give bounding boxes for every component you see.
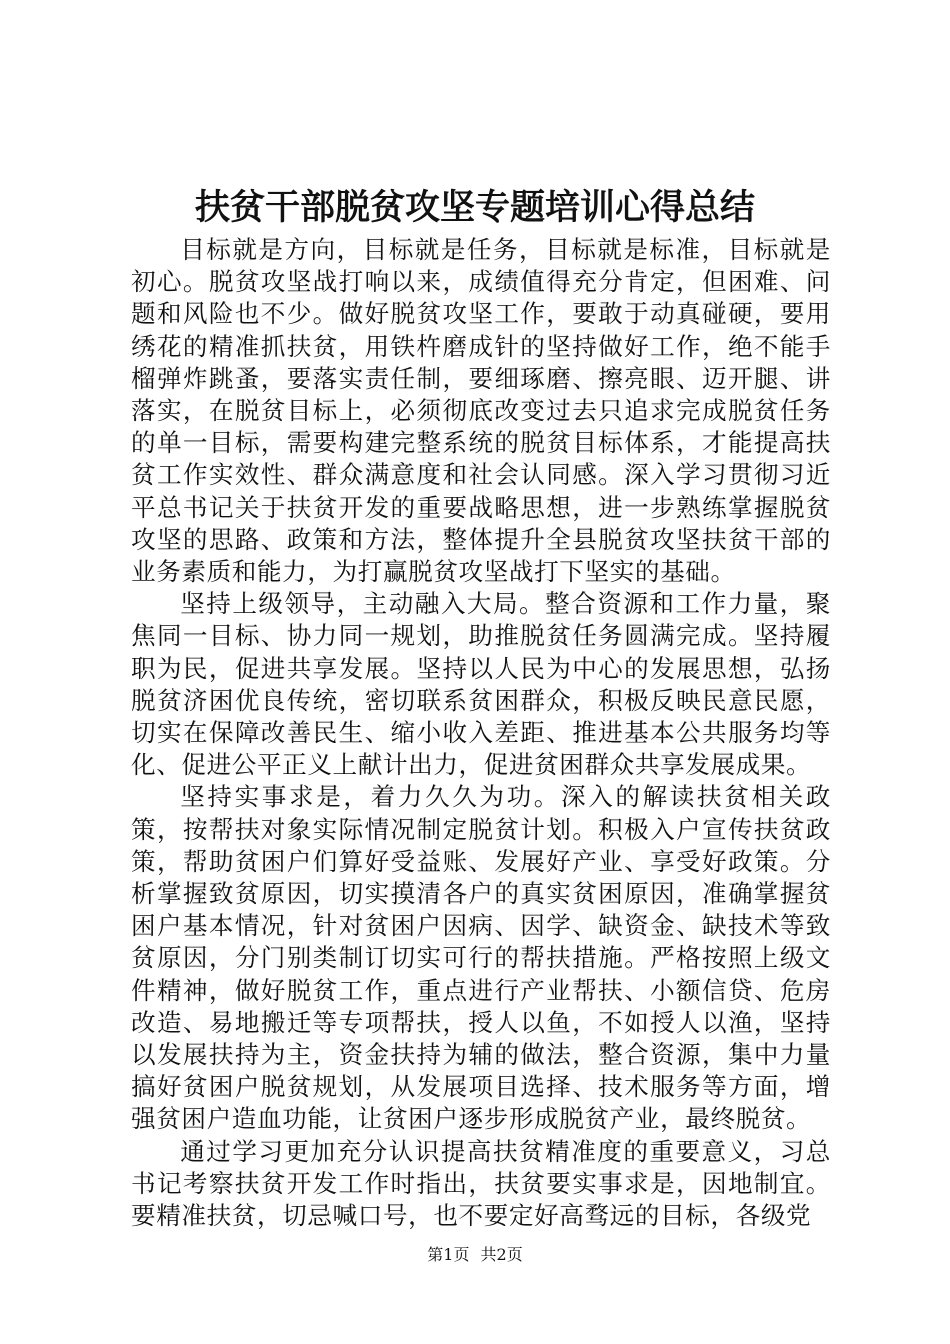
paragraph-2: 坚持上级领导，主动融入大局。整合资源和工作力量，聚焦同一目标、协力同一规划，助推脱贫任务圆满完成。坚持履职为民，促进共享发展。坚持以人民为中心的发展思想，弘扬脱贫济困优良传统，密切联系贫困群众，积极反映民意民愿，切实在保障改善民生、缩小收入差距、推进基本公共服务均等化、促进公平正义上献计出力，促进贫困群众共享发展成果。	[131, 589, 831, 780]
document-title: 扶贫干部脱贫攻坚专题培训心得总结	[194, 187, 755, 228]
paragraph-4: 通过学习更加充分认识提高扶贫精准度的重要意义，习总书记考察扶贫开发工作时指出，扶贫要实事求是，因地制宜。要精准扶贫，切忌喊口号，也不要定好高骛远的目标，各级党	[131, 1136, 831, 1231]
paragraph-3: 坚持实事求是，着力久久为功。深入的解读扶贫相关政策，按帮扶对象实际情况制定脱贫计划。积极入户宣传扶贫政策，帮助贫困户们算好受益账、发展好产业、享受好政策。分析掌握致贫原因，切实摸清各户的真实贫困原因，准确掌握贫困户基本情况，针对贫困户因病、因学、缺资金、缺技术等致贫原因，分门别类制订切实可行的帮扶措施。严格按照上级文件精神，做好脱贫工作，重点进行产业帮扶、小额信贷、危房改造、易地搬迁等专项帮扶，授人以鱼，不如授人以渔，坚持以发展扶持为主，资金扶持为辅的做法，整合资源，集中力量搞好贫困户脱贫规划，从发展项目选择、技术服务等方面，增强贫困户造血功能，让贫困户逐步形成脱贫产业，最终脱贫。	[131, 782, 831, 1134]
document-body	[131, 234, 831, 1232]
page-footer	[0, 1244, 950, 1266]
page-number-total: 共2页	[480, 1245, 523, 1264]
paragraph-1: 目标就是方向，目标就是任务，目标就是标准，目标就是初心。脱贫攻坚战打响以来，成绩值得充分肯定，但困难、问题和风险也不少。做好脱贫攻坚工作，要敢于动真碰硬，要用绣花的精准抓扶贫，用铁杵磨成针的坚持做好工作，绝不能手榴弹炸跳蚤，要落实责任制，要细琢磨、擦亮眼、迈开腿、讲落实，在脱贫目标上，必须彻底改变过去只追求完成脱贫任务的单一目标，需要构建完整系统的脱贫目标体系，才能提高扶贫工作实效性、群众满意度和社会认同感。深入学习贯彻习近平总书记关于扶贫开发的重要战略思想，进一步熟练掌握脱贫攻坚的思路、政策和方法，整体提升全县脱贫攻坚扶贫干部的业务素质和能力，为打赢脱贫攻坚战打下坚实的基础。	[131, 235, 831, 587]
page-number-current: 第1页	[427, 1245, 470, 1264]
